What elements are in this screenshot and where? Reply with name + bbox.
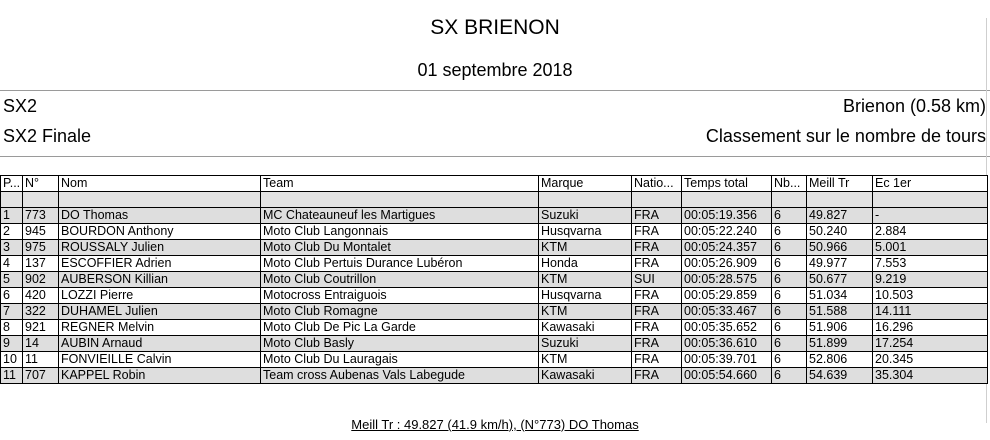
cell-number: 420 bbox=[23, 288, 59, 304]
cell-position: 2 bbox=[1, 224, 23, 240]
cell-best-lap: 49.827 bbox=[807, 208, 873, 224]
cell-name: DO Thomas bbox=[59, 208, 261, 224]
cell-position: 11 bbox=[1, 368, 23, 384]
cell-name: FONVIEILLE Calvin bbox=[59, 352, 261, 368]
category-label: SX2 bbox=[3, 96, 38, 116]
cell-position: 9 bbox=[1, 336, 23, 352]
cell-nationality: FRA bbox=[632, 352, 682, 368]
cell-best-lap: 50.966 bbox=[807, 240, 873, 256]
cell-name: KAPPEL Robin bbox=[59, 368, 261, 384]
header-top-rule bbox=[0, 90, 990, 91]
cell-laps: 6 bbox=[772, 304, 807, 320]
cell-number: 707 bbox=[23, 368, 59, 384]
cell-nationality: FRA bbox=[632, 240, 682, 256]
cell-nationality: FRA bbox=[632, 304, 682, 320]
cell-nationality: FRA bbox=[632, 336, 682, 352]
cell-total-time: 00:05:24.357 bbox=[682, 240, 772, 256]
cell-position: 7 bbox=[1, 304, 23, 320]
cell-name: ROUSSALY Julien bbox=[59, 240, 261, 256]
cell-number: 773 bbox=[23, 208, 59, 224]
cell-team: Moto Club Pertuis Durance Lubéron bbox=[261, 256, 539, 272]
cell-laps: 6 bbox=[772, 336, 807, 352]
column-header-name[interactable]: Nom bbox=[59, 176, 261, 192]
cell-nationality: FRA bbox=[632, 256, 682, 272]
cell-nationality: FRA bbox=[632, 368, 682, 384]
cell-gap: 2.884 bbox=[873, 224, 988, 240]
cell-best-lap: 50.677 bbox=[807, 272, 873, 288]
table-row[interactable] bbox=[1, 224, 988, 240]
cell-brand: Suzuki bbox=[539, 208, 632, 224]
cell-laps: 6 bbox=[772, 272, 807, 288]
cell-number: 322 bbox=[23, 304, 59, 320]
cell-best-lap: 49.977 bbox=[807, 256, 873, 272]
cell-name: AUBIN Arnaud bbox=[59, 336, 261, 352]
cell-nationality: FRA bbox=[632, 208, 682, 224]
column-header-team[interactable]: Team bbox=[261, 176, 539, 192]
cell-gap: - bbox=[873, 208, 988, 224]
cell-number: 137 bbox=[23, 256, 59, 272]
cell-position: 5 bbox=[1, 272, 23, 288]
table-row[interactable] bbox=[1, 208, 988, 224]
cell-gap: 17.254 bbox=[873, 336, 988, 352]
cell-number: 14 bbox=[23, 336, 59, 352]
cell-brand: Husqvarna bbox=[539, 224, 632, 240]
cell-brand: KTM bbox=[539, 272, 632, 288]
column-header-number[interactable]: N° bbox=[23, 176, 59, 192]
cell-brand: Husqvarna bbox=[539, 288, 632, 304]
cell-team: Moto Club De Pic La Garde bbox=[261, 320, 539, 336]
cell-position: 3 bbox=[1, 240, 23, 256]
table-row[interactable] bbox=[1, 256, 988, 272]
cell-total-time: 00:05:33.467 bbox=[682, 304, 772, 320]
cell-team: Team cross Aubenas Vals Labegude bbox=[261, 368, 539, 384]
results-table bbox=[0, 175, 988, 384]
cell-name: ESCOFFIER Adrien bbox=[59, 256, 261, 272]
cell-name: BOURDON Anthony bbox=[59, 224, 261, 240]
cell-gap: 5.001 bbox=[873, 240, 988, 256]
cell-position: 6 bbox=[1, 288, 23, 304]
cell-team: Moto Club Du Montalet bbox=[261, 240, 539, 256]
cell-team: Motocross Entraiguois bbox=[261, 288, 539, 304]
cell-number: 921 bbox=[23, 320, 59, 336]
table-spacer-row bbox=[1, 192, 988, 208]
column-header-laps[interactable]: Nb... bbox=[772, 176, 807, 192]
cell-best-lap: 51.588 bbox=[807, 304, 873, 320]
cell-name: AUBERSON Killian bbox=[59, 272, 261, 288]
cell-total-time: 00:05:39.701 bbox=[682, 352, 772, 368]
cell-gap: 16.296 bbox=[873, 320, 988, 336]
cell-brand: Kawasaki bbox=[539, 320, 632, 336]
cell-best-lap: 51.899 bbox=[807, 336, 873, 352]
cell-total-time: 00:05:35.652 bbox=[682, 320, 772, 336]
cell-best-lap: 54.639 bbox=[807, 368, 873, 384]
cell-best-lap: 51.906 bbox=[807, 320, 873, 336]
event-date: 01 septembre 2018 bbox=[417, 60, 573, 80]
cell-laps: 6 bbox=[772, 320, 807, 336]
cell-gap: 10.503 bbox=[873, 288, 988, 304]
cell-brand: Kawasaki bbox=[539, 368, 632, 384]
race-label: SX2 Finale bbox=[3, 126, 92, 146]
cell-total-time: 00:05:19.356 bbox=[682, 208, 772, 224]
cell-laps: 6 bbox=[772, 256, 807, 272]
cell-nationality: FRA bbox=[632, 320, 682, 336]
cell-total-time: 00:05:26.909 bbox=[682, 256, 772, 272]
cell-brand: KTM bbox=[539, 304, 632, 320]
best-lap-text: Meill Tr : 49.827 (41.9 km/h), (N°773) DO Thomas bbox=[351, 417, 639, 432]
cell-brand: Suzuki bbox=[539, 336, 632, 352]
column-header-total-time[interactable]: Temps total bbox=[682, 176, 772, 192]
column-header-position[interactable]: P... bbox=[1, 176, 23, 192]
cell-total-time: 00:05:54.660 bbox=[682, 368, 772, 384]
cell-gap: 20.345 bbox=[873, 352, 988, 368]
cell-team: Moto Club Coutrillon bbox=[261, 272, 539, 288]
table-row[interactable] bbox=[1, 240, 988, 256]
cell-nationality: FRA bbox=[632, 288, 682, 304]
cell-gap: 35.304 bbox=[873, 368, 988, 384]
cell-team: Moto Club Basly bbox=[261, 336, 539, 352]
table-row[interactable] bbox=[1, 336, 988, 352]
cell-team: Moto Club Du Lauragais bbox=[261, 352, 539, 368]
cell-brand: KTM bbox=[539, 240, 632, 256]
cell-best-lap: 50.240 bbox=[807, 224, 873, 240]
column-header-best-lap[interactable]: Meill Tr bbox=[807, 176, 873, 192]
column-header-brand[interactable]: Marque bbox=[539, 176, 632, 192]
column-header-nationality[interactable]: Natio... bbox=[632, 176, 682, 192]
cell-total-time: 00:05:36.610 bbox=[682, 336, 772, 352]
cell-position: 4 bbox=[1, 256, 23, 272]
cell-number: 11 bbox=[23, 352, 59, 368]
location-label: Brienon (0.58 km) bbox=[842, 96, 986, 116]
cell-team: Moto Club Romagne bbox=[261, 304, 539, 320]
cell-total-time: 00:05:29.859 bbox=[682, 288, 772, 304]
cell-total-time: 00:05:28.575 bbox=[682, 272, 772, 288]
cell-team: MC Chateauneuf les Martigues bbox=[261, 208, 539, 224]
cell-total-time: 00:05:22.240 bbox=[682, 224, 772, 240]
table-row[interactable] bbox=[1, 368, 988, 384]
table-row[interactable] bbox=[1, 272, 988, 288]
ranking-type-label: Classement sur le nombre de tours bbox=[705, 126, 986, 146]
cell-number: 902 bbox=[23, 272, 59, 288]
cell-laps: 6 bbox=[772, 240, 807, 256]
cell-best-lap: 52.806 bbox=[807, 352, 873, 368]
table-row[interactable] bbox=[1, 288, 988, 304]
cell-best-lap: 51.034 bbox=[807, 288, 873, 304]
cell-position: 1 bbox=[1, 208, 23, 224]
column-header-gap[interactable]: Ec 1er bbox=[873, 176, 988, 192]
table-header-row bbox=[1, 176, 988, 192]
cell-team: Moto Club Langonnais bbox=[261, 224, 539, 240]
cell-laps: 6 bbox=[772, 224, 807, 240]
cell-nationality: FRA bbox=[632, 224, 682, 240]
cell-position: 8 bbox=[1, 320, 23, 336]
cell-name: REGNER Melvin bbox=[59, 320, 261, 336]
cell-laps: 6 bbox=[772, 208, 807, 224]
cell-gap: 14.111 bbox=[873, 304, 988, 320]
event-title: SX BRIENON bbox=[430, 16, 560, 39]
cell-brand: Honda bbox=[539, 256, 632, 272]
cell-position: 10 bbox=[1, 352, 23, 368]
cell-brand: KTM bbox=[539, 352, 632, 368]
cell-laps: 6 bbox=[772, 288, 807, 304]
cell-number: 975 bbox=[23, 240, 59, 256]
cell-name: LOZZI Pierre bbox=[59, 288, 261, 304]
table-row[interactable] bbox=[1, 320, 988, 336]
cell-laps: 6 bbox=[772, 368, 807, 384]
header-bottom-rule bbox=[0, 156, 990, 157]
cell-laps: 6 bbox=[772, 352, 807, 368]
cell-nationality: SUI bbox=[632, 272, 682, 288]
cell-number: 945 bbox=[23, 224, 59, 240]
best-lap-summary bbox=[0, 417, 990, 432]
cell-gap: 9.219 bbox=[873, 272, 988, 288]
cell-name: DUHAMEL Julien bbox=[59, 304, 261, 320]
cell-gap: 7.553 bbox=[873, 256, 988, 272]
table-row[interactable] bbox=[1, 304, 988, 320]
table-row[interactable] bbox=[1, 352, 988, 368]
